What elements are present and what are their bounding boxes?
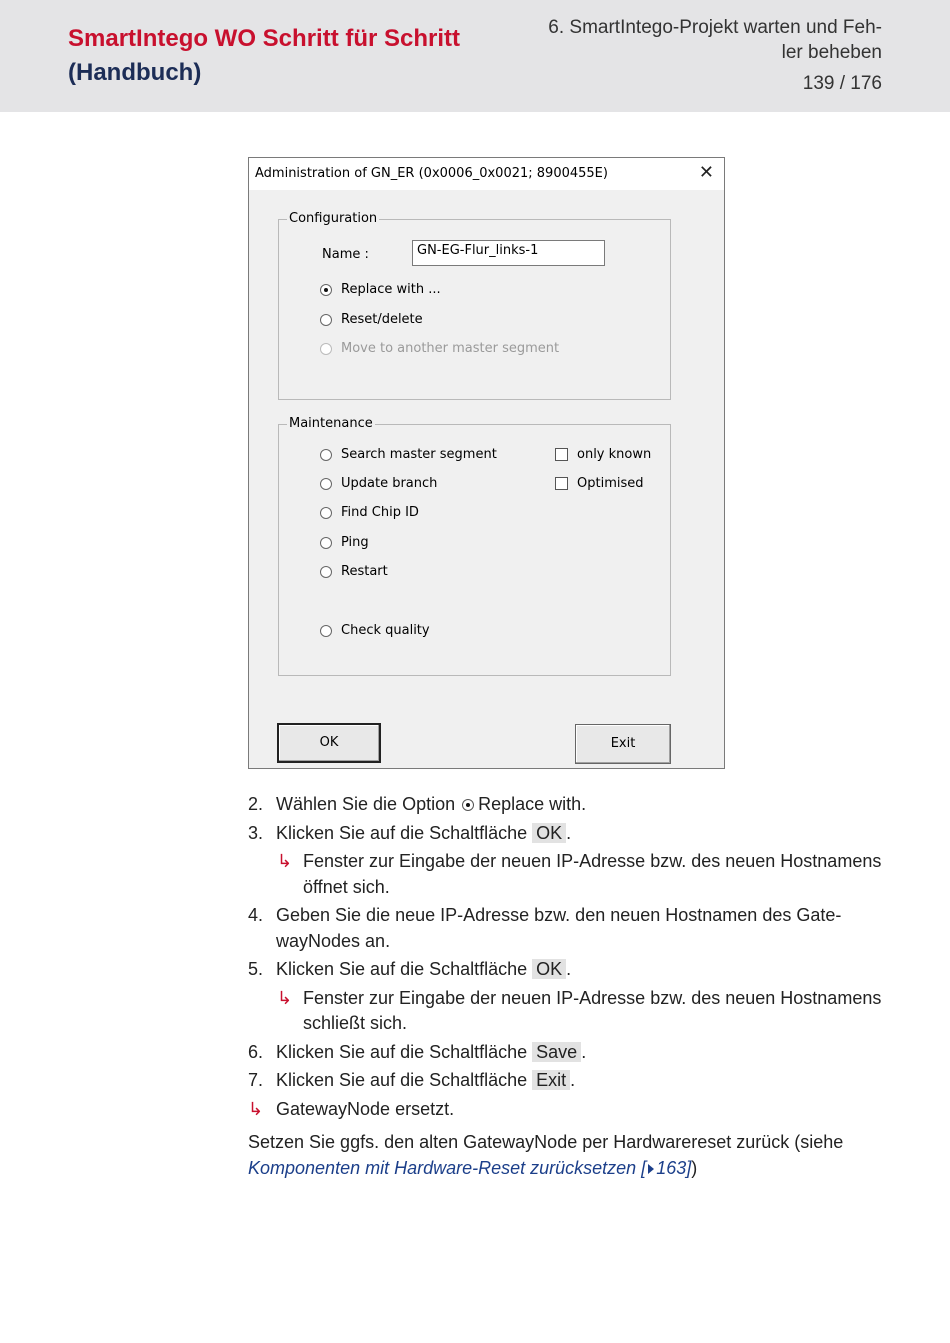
option-update-branch-label: Update branch	[341, 476, 438, 491]
step-text: Klicken Sie auf die Schaltfläche	[276, 1070, 533, 1090]
ui-button-ref-ok: OK	[532, 959, 566, 979]
step-text: Klicken Sie auf die Schaltfläche	[276, 1041, 533, 1062]
step-3-result	[248, 849, 888, 900]
page-ref-arrow-icon	[648, 1164, 654, 1174]
result-text: GatewayNode ersetzt.	[276, 1098, 455, 1119]
document-title-line1: SmartIntego WO Schritt für Schritt	[68, 25, 461, 52]
step-number: 4.	[248, 905, 264, 925]
chapter-title-line1: 6. SmartIntego-Projekt warten und Feh-	[548, 17, 882, 38]
option-ping[interactable]	[320, 535, 369, 550]
page-header	[0, 0, 950, 112]
option-search-master-segment-label: Search master segment	[341, 447, 497, 462]
radio-update-branch[interactable]	[320, 478, 332, 490]
step-4	[248, 903, 888, 954]
step-number: 5.	[248, 959, 264, 979]
configuration-group	[278, 211, 671, 400]
note-close: )	[691, 1157, 698, 1178]
option-reset-delete-label: Reset/delete	[341, 312, 423, 327]
option-check-quality[interactable]	[320, 623, 430, 638]
step-punct: .	[581, 1041, 587, 1062]
radio-replace-with[interactable]	[320, 284, 332, 296]
close-icon[interactable]: ✕	[698, 162, 714, 183]
document-title-line2: (Handbuch)	[68, 59, 202, 86]
chapter-title-line2: ler beheben	[781, 42, 882, 63]
radio-search-master-segment[interactable]	[320, 449, 332, 461]
step-text: Geben Sie die neue IP-Adresse bzw. den neuen Hostnamen des Gate-wayNodes an.	[276, 905, 842, 951]
option-ping-label: Ping	[341, 535, 369, 550]
page-number: 139 / 176	[802, 73, 882, 94]
option-find-chip-id-label: Find Chip ID	[341, 505, 419, 520]
radio-ping[interactable]	[320, 537, 332, 549]
step-7	[248, 1068, 888, 1094]
step-number: 6.	[248, 1041, 264, 1062]
checkbox-optimised-label: Optimised	[577, 476, 644, 491]
result-arrow-icon: ↳	[248, 1098, 264, 1119]
radio-reset-delete[interactable]	[320, 314, 332, 326]
radio-find-chip-id[interactable]	[320, 507, 332, 519]
ui-button-ref-save: Save	[532, 1042, 581, 1062]
administration-dialog	[248, 157, 725, 769]
step-6	[248, 1040, 888, 1066]
checkbox-only-known[interactable]	[555, 447, 651, 462]
option-check-quality-label: Check quality	[341, 623, 430, 638]
step-text: Wählen Sie die Option	[276, 794, 456, 814]
option-search-master-segment[interactable]	[320, 447, 497, 462]
radio-move-master-segment	[320, 343, 332, 355]
note-text: Setzen Sie ggfs. den alten GatewayNode per Hardwarereset zurück (siehe	[248, 1132, 844, 1152]
option-replace-with-label: Replace with ...	[341, 282, 441, 297]
hardware-reset-note	[248, 1130, 888, 1181]
option-replace-with[interactable]	[320, 282, 441, 297]
exit-button[interactable]: Exit	[575, 724, 671, 764]
step-text: Klicken Sie auf die Schaltfläche	[276, 959, 533, 979]
option-move-master-segment	[320, 341, 559, 356]
maintenance-group	[278, 416, 671, 676]
step-2	[248, 792, 888, 818]
chapter-title	[522, 15, 882, 65]
option-move-master-segment-label: Move to another master segment	[341, 341, 560, 356]
cross-reference-link[interactable]	[248, 1158, 691, 1178]
checkbox-optimised[interactable]	[555, 476, 644, 491]
ui-button-ref-ok: OK	[532, 823, 566, 843]
name-label: Name :	[322, 247, 369, 262]
name-input[interactable]: GN-EG-Flur_links-1	[412, 240, 605, 266]
cross-reference-page: 163]	[656, 1157, 692, 1178]
option-find-chip-id[interactable]	[320, 505, 419, 520]
step-punct: .	[566, 822, 572, 843]
step-number: 2.	[248, 794, 264, 814]
instruction-content	[248, 792, 888, 1181]
option-reset-delete[interactable]	[320, 312, 423, 327]
dialog-titlebar	[249, 158, 724, 190]
step-punct: .	[570, 1070, 576, 1090]
step-5-result	[248, 986, 888, 1037]
option-restart-label: Restart	[341, 564, 388, 579]
ok-button[interactable]: OK	[277, 723, 381, 763]
step-option-name: Replace with.	[478, 794, 587, 814]
option-update-branch[interactable]	[320, 476, 437, 491]
step-number: 7.	[248, 1070, 264, 1090]
maintenance-legend: Maintenance	[289, 416, 373, 431]
final-result	[248, 1097, 888, 1123]
radio-restart[interactable]	[320, 566, 332, 578]
radio-selected-icon	[462, 799, 474, 811]
step-5	[248, 957, 888, 983]
checkbox-only-known-box[interactable]	[555, 448, 568, 461]
step-punct: .	[566, 959, 572, 979]
step-3	[248, 821, 888, 847]
result-text: Fenster zur Eingabe der neuen IP-Adresse bzw. des neuen Hostnamens öffnet sich.	[303, 851, 882, 897]
checkbox-optimised-box[interactable]	[555, 477, 568, 490]
result-arrow-icon: ↳	[277, 987, 293, 1008]
document-title	[68, 22, 460, 90]
dialog-title: Administration of GN_ER (0x0006_0x0021; 8900455E)	[255, 166, 608, 181]
step-number: 3.	[248, 822, 264, 843]
result-text: Fenster zur Eingabe der neuen IP-Adresse bzw. des neuen Hostnamens schließt sich.	[303, 987, 882, 1033]
result-arrow-icon: ↳	[277, 851, 293, 871]
cross-reference-text: Komponenten mit Hardware-Reset zurücksetzen [	[248, 1157, 647, 1178]
ui-button-ref-exit: Exit	[532, 1070, 570, 1090]
radio-check-quality[interactable]	[320, 625, 332, 637]
checkbox-only-known-label: only known	[577, 447, 652, 462]
option-restart[interactable]	[320, 564, 388, 579]
step-text: Klicken Sie auf die Schaltfläche	[276, 822, 533, 843]
configuration-legend: Configuration	[289, 211, 378, 226]
